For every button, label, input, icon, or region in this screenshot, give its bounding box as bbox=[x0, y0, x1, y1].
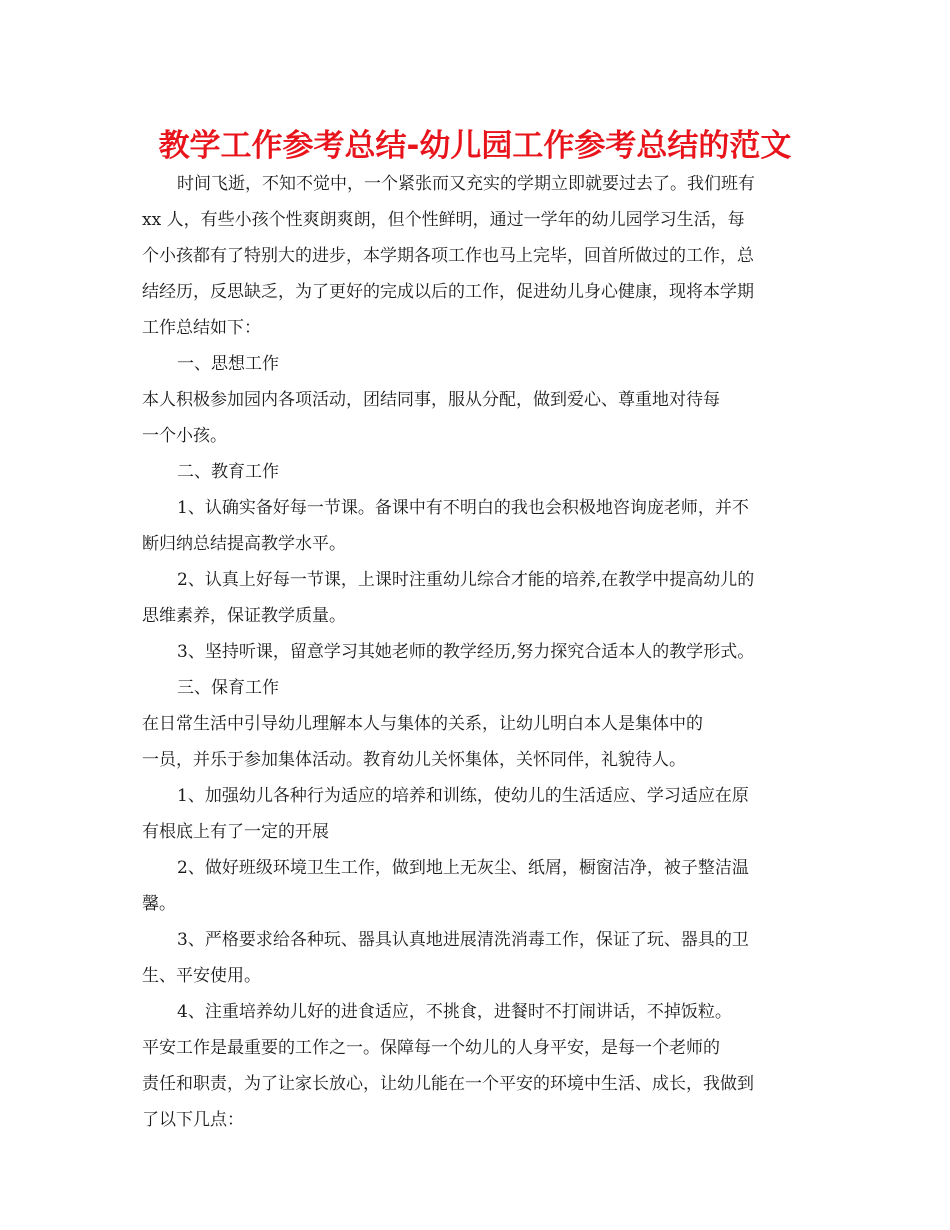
paragraph-line: 个小孩都有了特别大的进步，本学期各项工作也马上完毕，回首所做过的工作，总 bbox=[142, 246, 754, 266]
paragraph-line: 工作总结如下： bbox=[142, 318, 261, 338]
paragraph-line: 一个小孩。 bbox=[142, 426, 227, 446]
paragraph-line: 责任和职责，为了让家长放心，让幼儿能在一个平安的环境中生活、成长，我做到 bbox=[142, 1074, 754, 1094]
paragraph-line: 了以下几点： bbox=[142, 1110, 244, 1130]
paragraph-line: 本人积极参加园内各项活动，团结同事，服从分配，做到爱心、尊重地对待每 bbox=[142, 390, 720, 410]
paragraph-line: 断归纳总结提高教学水平。 bbox=[142, 534, 346, 554]
paragraph-line: 二、教育工作 bbox=[177, 462, 279, 482]
paragraph-line: xx 人，有些小孩个性爽朗爽朗，但个性鲜明，通过一学年的幼儿园学习生活，每 bbox=[142, 210, 745, 230]
paragraph-line: 有根底上有了一定的开展 bbox=[142, 822, 329, 842]
paragraph-line: 4、注重培养幼儿好的进食适应，不挑食，进餐时不打闹讲话，不掉饭粒。 bbox=[177, 1002, 732, 1022]
paragraph-line: 一、思想工作 bbox=[177, 354, 279, 374]
paragraph-line: 生、平安使用。 bbox=[142, 966, 261, 986]
document-title: 教学工作参考总结-幼儿园工作参考总结的范文 bbox=[158, 128, 792, 164]
paragraph-line: 结经历，反思缺乏，为了更好的完成以后的工作，促进幼儿身心健康，现将本学期 bbox=[142, 282, 754, 302]
paragraph-line: 三、保育工作 bbox=[177, 678, 279, 698]
paragraph-line: 时间飞逝，不知不觉中，一个紧张而又充实的学期立即就要过去了。我们班有 bbox=[177, 174, 755, 194]
paragraph-line: 一员，并乐于参加集体活动。教育幼儿关怀集体，关怀同伴，礼貌待人。 bbox=[142, 750, 686, 770]
paragraph-line: 在日常生活中引导幼儿理解本人与集体的关系，让幼儿明白本人是集体中的 bbox=[142, 714, 703, 734]
paragraph-line: 3、坚持听课，留意学习其她老师的教学经历,努力探究合适本人的教学形式。 bbox=[177, 642, 755, 662]
paragraph-line: 平安工作是最重要的工作之一。保障每一个幼儿的人身平安，是每一个老师的 bbox=[142, 1038, 720, 1058]
document-body bbox=[142, 166, 812, 1138]
paragraph-line: 思维素养，保证教学质量。 bbox=[142, 606, 346, 626]
paragraph-line: 1、加强幼儿各种行为适应的培养和训练，使幼儿的生活适应、学习适应在原 bbox=[177, 786, 749, 806]
paragraph-line: 2、认真上好每一节课，上课时注重幼儿综合才能的培养,在教学中提高幼儿的 bbox=[177, 570, 755, 590]
paragraph-line: 1、认确实备好每一节课。备课中有不明白的我也会积极地咨询庞老师，并不 bbox=[177, 498, 749, 518]
paragraph-line: 2、做好班级环境卫生工作，做到地上无灰尘、纸屑，橱窗洁净，被子整洁温 bbox=[177, 858, 749, 878]
paragraph-line: 馨。 bbox=[142, 894, 176, 914]
paragraph-line: 3、严格要求给各种玩、器具认真地进展清洗消毒工作，保证了玩、器具的卫 bbox=[177, 930, 749, 950]
